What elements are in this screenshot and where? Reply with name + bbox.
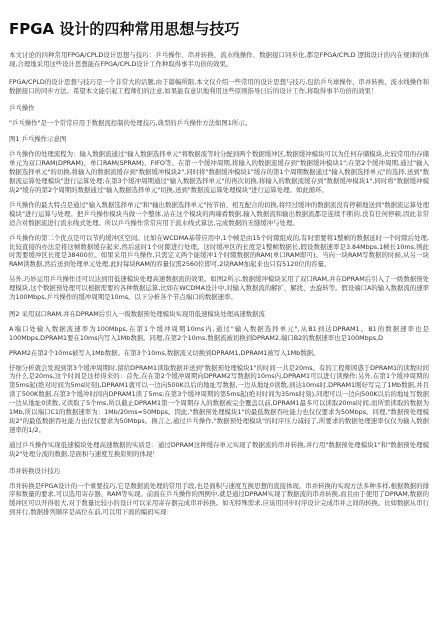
overview-paragraph: FPGA/CPLD的设计思想与技巧是一个非常大的话题,由于篇幅所限,本文仅介绍一些常用的设计思想与技巧,包括乒乓球操作、串并转换、流水线操作和数据接口的同步方法。希望本文能引起工程师们的注意,如果能有意识地利用这些原则指导日后的设计工作,将取得事半功倍的效果！ — [9, 77, 429, 95]
pingpong-buffer-paragraph: 乒乓操作的第二个优点是可以节约缓冲区空间。比如在WCDMA基带应用中,1个帧是由15个时隙组成的,有时需要将1整帧的数据延时一个时隙后处理,比较直接的办法是将这帧数据缓存起来,然后延时1个时隙进行处理。这时缓冲区的长度是1整帧数据长,假设数据速率是3.84Mbps,1帧长10ms,则此时需要缓冲区长度是38400位。如果采用乒乓操作,只需定义两个能缓冲1个时隙数据的RAM(单口RAM即可)。当向一块RAM写数据的时候,从另一块RAM读数据,然后送到处理单元处理,此时每块RAM的容量仅需2560位即可,2块RAM加起来也只有5120位的容量。 — [9, 233, 429, 269]
article-title: FPGA 设计的四种常用思想与技巧 — [9, 20, 240, 38]
dpram2-paragraph: PRAM2在第2个10ms被写入1Mb数据。在第3个10ms,数据流又切换到DPRAM1,DPRAM1被写入1Mb数据。 — [9, 348, 320, 357]
figure-1-caption: 图1 乒乓操作示意图 — [9, 135, 67, 144]
read-time-analysis-paragraph: 仔细分析就会发现到第3个缓冲周期时,留给DPRAM1读取数据并送到"数据预处理模块1"的时间一共是20ms。有的工程师困惑于DPRAM1的读数时间为什么是20ms,这个时间是这样得来的：首先,在在第2个缓冲周期向DPRAM2写数据的10ms内,DPRAM1可以进行读操作;另外,在第1个缓冲周期的第5ms起(绝对时间为5ms时刻),DPRAM1就可以一边向500K以后的地址写数据,一边从地址0读数,到达10ms时,DPRAM1刚好写完了1Mb数据,并且读了500K数据,在第3个缓冲时间内DPRAM1读了5ms;在第3个缓冲周期的第5ms起(绝对时间为35ms时刻),同理可以一边向500K以后的地址写数据一边从地址0读数,又读取了5个ms,所以截止DPRAM1第一个周期存入的数据被完全覆盖以前,DPRAM1最多可以读取20ms时间,而所需读取的数据为1Mb,所以端口C1的数据速率为：1Mb/20ms=50Mbps。因此,"数据预处理模块1"的最低数据吞吐能力也仅仅要求为50Mbps。同理,"数据预处理模块2"的最低数据吞吐能力也仅仅要求为50Mbps。换言之,通过乒乓操作,"数据预处理模块"的时序压力减轻了,所要求的数据处理速率仅仅为输入数据速率的1/2。 — [9, 363, 429, 434]
section-heading-pingpong: 乒乓操作 — [9, 103, 35, 112]
pingpong-essence-paragraph: 通过乒乓操作实现低速模块处理高速数据的实质是：通过DPRAM这种缓存单元实现了数据流的串并转换,并行用"数据预处理模块1"和"数据预处理模块2"处理分流的数据,是面积与速度互换原则的体现！ — [9, 440, 429, 458]
pingpong-flow-paragraph: 乒乓操作的处理流程为：输入数据流通过"输入数据选择单元"将数据流等时分配到两个数据缓冲区,数据缓冲模块可以为任何存储模块,比较常用的存储单元为双口RAM(DPRAM)、单口RAM(SPRAM)、FIFO等。在第一个缓冲周期,将输入的数据流缓存到"数据缓冲模块1";在第2个缓冲周期,通过"输入数据选择单元"的切换,将输入的数据流缓存到"数据缓冲模块2",同时将"数据缓冲模块1"缓存的第1个周期数据通过"输入数据选择单元"的选择,送到"数据流运算处理模块"进行运算处理;在第3个缓冲周期通过"输入数据选择单元"的再次切换,将输入的数据流缓存到"数据缓冲模块1",同时将"数据缓冲模块2"缓存的第2个周期的数据通过"输入数据选择单元"切换,送到"数据流运算处理模块"进行运算处理。如此循环。 — [9, 150, 429, 194]
serial-parallel-paragraph: 串并转换是FPGA设计的一个重要技巧,它是数据流处理的常用手段,也是面积与速度互换思想的直接体现。串并转换的实现方法多种多样,根据数据的排序和数量的要求,可以选用寄存器、RAM等实现。前面在乒乓操作的图例中,就是通过DPRAM实现了数据流的串并转换,而且由于使用了DPRAM,数据的缓冲区可以开得很大,对于数量比较小的设计可以采用寄存器完成串并转换。如无特殊需求,应该用同步时序设计完成串并之间的转换。比如数据从串行到并行,数据排列顺序是高位在前,可以用下面的编码实现： — [9, 481, 429, 517]
pingpong-lowspeed-paragraph: 另外,巧妙运用乒乓操作还可以达到用低速模块处理高速数据流的效果。如图2所示,数据缓冲模块采用了双口RAM,并在DPRAM后引入了一级数据预处理模块,这个数据预处理可以根据需要的各种数据运算,比如在WCDMA设计中,对输入数据流的解扩、解扰、去旋转等。假设端口A的输入数据流的速率为100Mbps,乒乓操作的缓冲周期是10ms。以下分析各个节点端口的数据速率。 — [9, 275, 429, 302]
figure-2-caption: 图2 采用双口RAM,并在DPRAM后引入一级数据预处理模块实现用低速模块处理高速数据流 — [9, 309, 265, 318]
intro-paragraph: 本文讨论的四种常用FPGA/CPLD设计思想与技巧：乒乓操作、串并转换、流水线操作、数据接口同步化,都是FPGA/CPLD 逻辑设计的内在规律的体现,合理地采用这些设计思想能在FPGA/CPLD设计工作种取得事半功倍的效果。 — [9, 51, 429, 68]
section-heading-serial-parallel: 串并转换设计技巧 — [9, 466, 61, 475]
port-rate-paragraph: A端口处输入数据流速率为100Mbps,在第1个缓冲周期10ms内,通过"输入数据选择单元",从B1到达DPRAM1。B1的数据速率也是100Mbps,DPRAM1要在10ms内写入1Mb数据。同理,在第2个10ms,数据流被切换到DPRAM2,端口B2的数据速率也是100Mbps,D — [9, 324, 429, 342]
pingpong-intro-paragraph: "乒乓操作"是一个常常应用于数据流控制的处理技巧,典型的乒乓操作方法如图1所示。 — [9, 118, 252, 127]
pingpong-feature-paragraph: 乒乓操作的最大特点是通过"输入数据选择单元"和"输出数据选择单元"按节拍、相互配合的切换,将经过缓冲的数据流没有停顿地送到"数据流运算处理模块"进行运算与处理。把乒乓操作模块当做一个整体,站在这个模块的两端看数据,输入数据流和输出数据流都是连续不断的,没有任何停顿,因此非常适合对数据流进行流水线式处理。所以乒乓操作常常应用于流水线式算法,完成数据的无缝缓冲与处理。 — [9, 200, 429, 227]
